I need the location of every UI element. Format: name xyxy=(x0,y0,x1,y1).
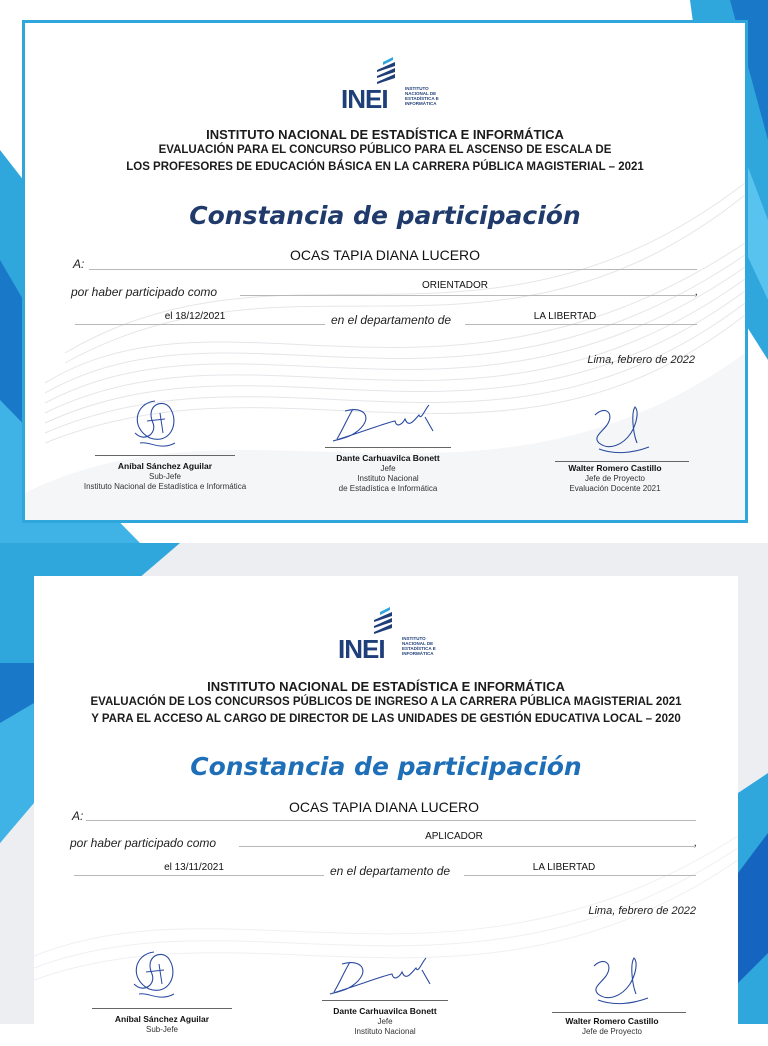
department-line xyxy=(464,875,696,876)
signature-line-3 xyxy=(552,1012,686,1013)
certificate-card xyxy=(34,576,738,1046)
certificate-card xyxy=(22,20,748,523)
signature-3-icon xyxy=(585,403,655,459)
date-value: el 18/12/2021 xyxy=(164,311,226,322)
department-line xyxy=(465,324,697,325)
logo-text: INEI xyxy=(341,84,388,114)
role-label: por haber participado como xyxy=(70,836,217,850)
department-label: en el departamento de xyxy=(331,313,452,327)
to-label: A: xyxy=(72,809,84,823)
header-line-2: EVALUACIÓN DE LOS CONCURSOS PÚBLICOS DE INGRESO A LA CARRERA PÚBLICA MAGISTERIAL 2021 xyxy=(90,696,682,708)
signatory-2-org-line1: Instituto Nacional xyxy=(354,1027,416,1036)
signatory-1-name: Aníbal Sánchez Aguilar xyxy=(117,461,213,471)
signatory-3 xyxy=(512,1016,712,1037)
signatory-1-org: Instituto Nacional de Estadística e Informática xyxy=(83,482,247,491)
signatory-1-role: Sub-Jefe xyxy=(148,472,182,481)
role-label: por haber participado como xyxy=(71,285,218,299)
signature-1-icon xyxy=(125,393,195,455)
signatory-1-role: Sub-Jefe xyxy=(145,1025,179,1034)
role-comma: , xyxy=(694,835,698,849)
signatory-1 xyxy=(55,461,275,492)
signature-1-icon xyxy=(124,944,194,1006)
logo-subtitle: INSTITUTO NACIONAL DE ESTADÍSTICA E INFORMÁTICA xyxy=(402,636,436,656)
role-value: APLICADOR xyxy=(425,831,483,842)
signatory-3-role: Jefe de Proyecto xyxy=(584,474,646,483)
signatory-2 xyxy=(275,453,501,494)
name-line xyxy=(86,820,696,821)
signatory-2-org-line2: de Estadística e Informática xyxy=(338,484,438,493)
certificate-page-bottom xyxy=(0,543,768,1036)
signature-line-1 xyxy=(95,455,235,456)
header-line-2: EVALUACIÓN PARA EL CONCURSO PÚBLICO PARA EL ASCENSO DE ESCALA DE xyxy=(158,144,612,156)
logo-text: INEI xyxy=(338,634,385,664)
name-line xyxy=(89,269,697,270)
header-institution: INSTITUTO NACIONAL DE ESTADÍSTICA E INFORMÁTICA xyxy=(207,679,565,694)
department-label: en el departamento de xyxy=(330,864,451,878)
signatory-2-org-line1: Instituto Nacional xyxy=(357,474,419,483)
header-line-3: LOS PROFESORES DE EDUCACIÓN BÁSICA EN LA CARRERA PÚBLICA MAGISTERIAL – 2021 xyxy=(126,161,644,173)
place-date: Lima, febrero de 2022 xyxy=(588,905,696,917)
signatory-3-org: Evaluación Docente 2021 xyxy=(569,484,661,493)
signature-line-3 xyxy=(555,461,689,462)
to-label: A: xyxy=(73,257,85,271)
signature-3-icon xyxy=(584,954,654,1010)
signatory-3-role: Jefe de Proyecto xyxy=(581,1027,643,1036)
signatory-1-name: Aníbal Sánchez Aguilar xyxy=(114,1014,210,1024)
logo-mark-icon xyxy=(372,606,396,634)
signatory-2-name: Dante Carhuavilca Bonett xyxy=(336,453,440,463)
signature-line-1 xyxy=(92,1008,232,1009)
signatory-1 xyxy=(52,1014,272,1035)
date-line xyxy=(74,875,324,876)
recipient-name: OCAS TAPIA DIANA LUCERO xyxy=(289,247,481,263)
place-date: Lima, febrero de 2022 xyxy=(587,354,695,366)
certificate-title: Constancia de participación xyxy=(190,752,582,781)
signatory-3-name: Walter Romero Castillo xyxy=(565,1016,659,1026)
inei-logo xyxy=(341,56,461,116)
date-line xyxy=(75,324,325,325)
signature-2-icon xyxy=(325,401,445,451)
logo-subtitle: INSTITUTO NACIONAL DE ESTADÍSTICA E INFORMÁTICA xyxy=(405,86,439,106)
department-value: LA LIBERTAD xyxy=(533,311,597,322)
header-line-3: Y PARA EL ACCESO AL CARGO DE DIRECTOR DE LAS UNIDADES DE GESTIÓN EDUCATIVA LOCAL – 2020 xyxy=(91,713,681,725)
signature-2-icon xyxy=(322,954,442,1004)
signatory-2 xyxy=(272,1006,498,1037)
signatory-2-name: Dante Carhuavilca Bonett xyxy=(333,1006,437,1016)
date-value: el 13/11/2021 xyxy=(164,862,224,873)
logo-mark-icon xyxy=(375,56,399,84)
role-line xyxy=(240,295,695,296)
signature-line-2 xyxy=(322,1000,448,1001)
role-line xyxy=(239,846,694,847)
signatory-3-name: Walter Romero Castillo xyxy=(568,463,662,473)
department-value: LA LIBERTAD xyxy=(532,862,596,873)
certificate-title: Constancia de participación xyxy=(189,201,581,230)
signatory-3 xyxy=(515,463,715,494)
inei-logo xyxy=(338,606,458,666)
signatory-2-role: Jefe xyxy=(380,464,396,473)
signatory-2-role: Jefe xyxy=(377,1017,393,1026)
role-comma: , xyxy=(695,284,699,298)
recipient-name: OCAS TAPIA DIANA LUCERO xyxy=(288,799,480,815)
signature-line-2 xyxy=(325,447,451,448)
header-institution: INSTITUTO NACIONAL DE ESTADÍSTICA E INFORMÁTICA xyxy=(206,127,564,142)
role-value: ORIENTADOR xyxy=(422,280,488,291)
